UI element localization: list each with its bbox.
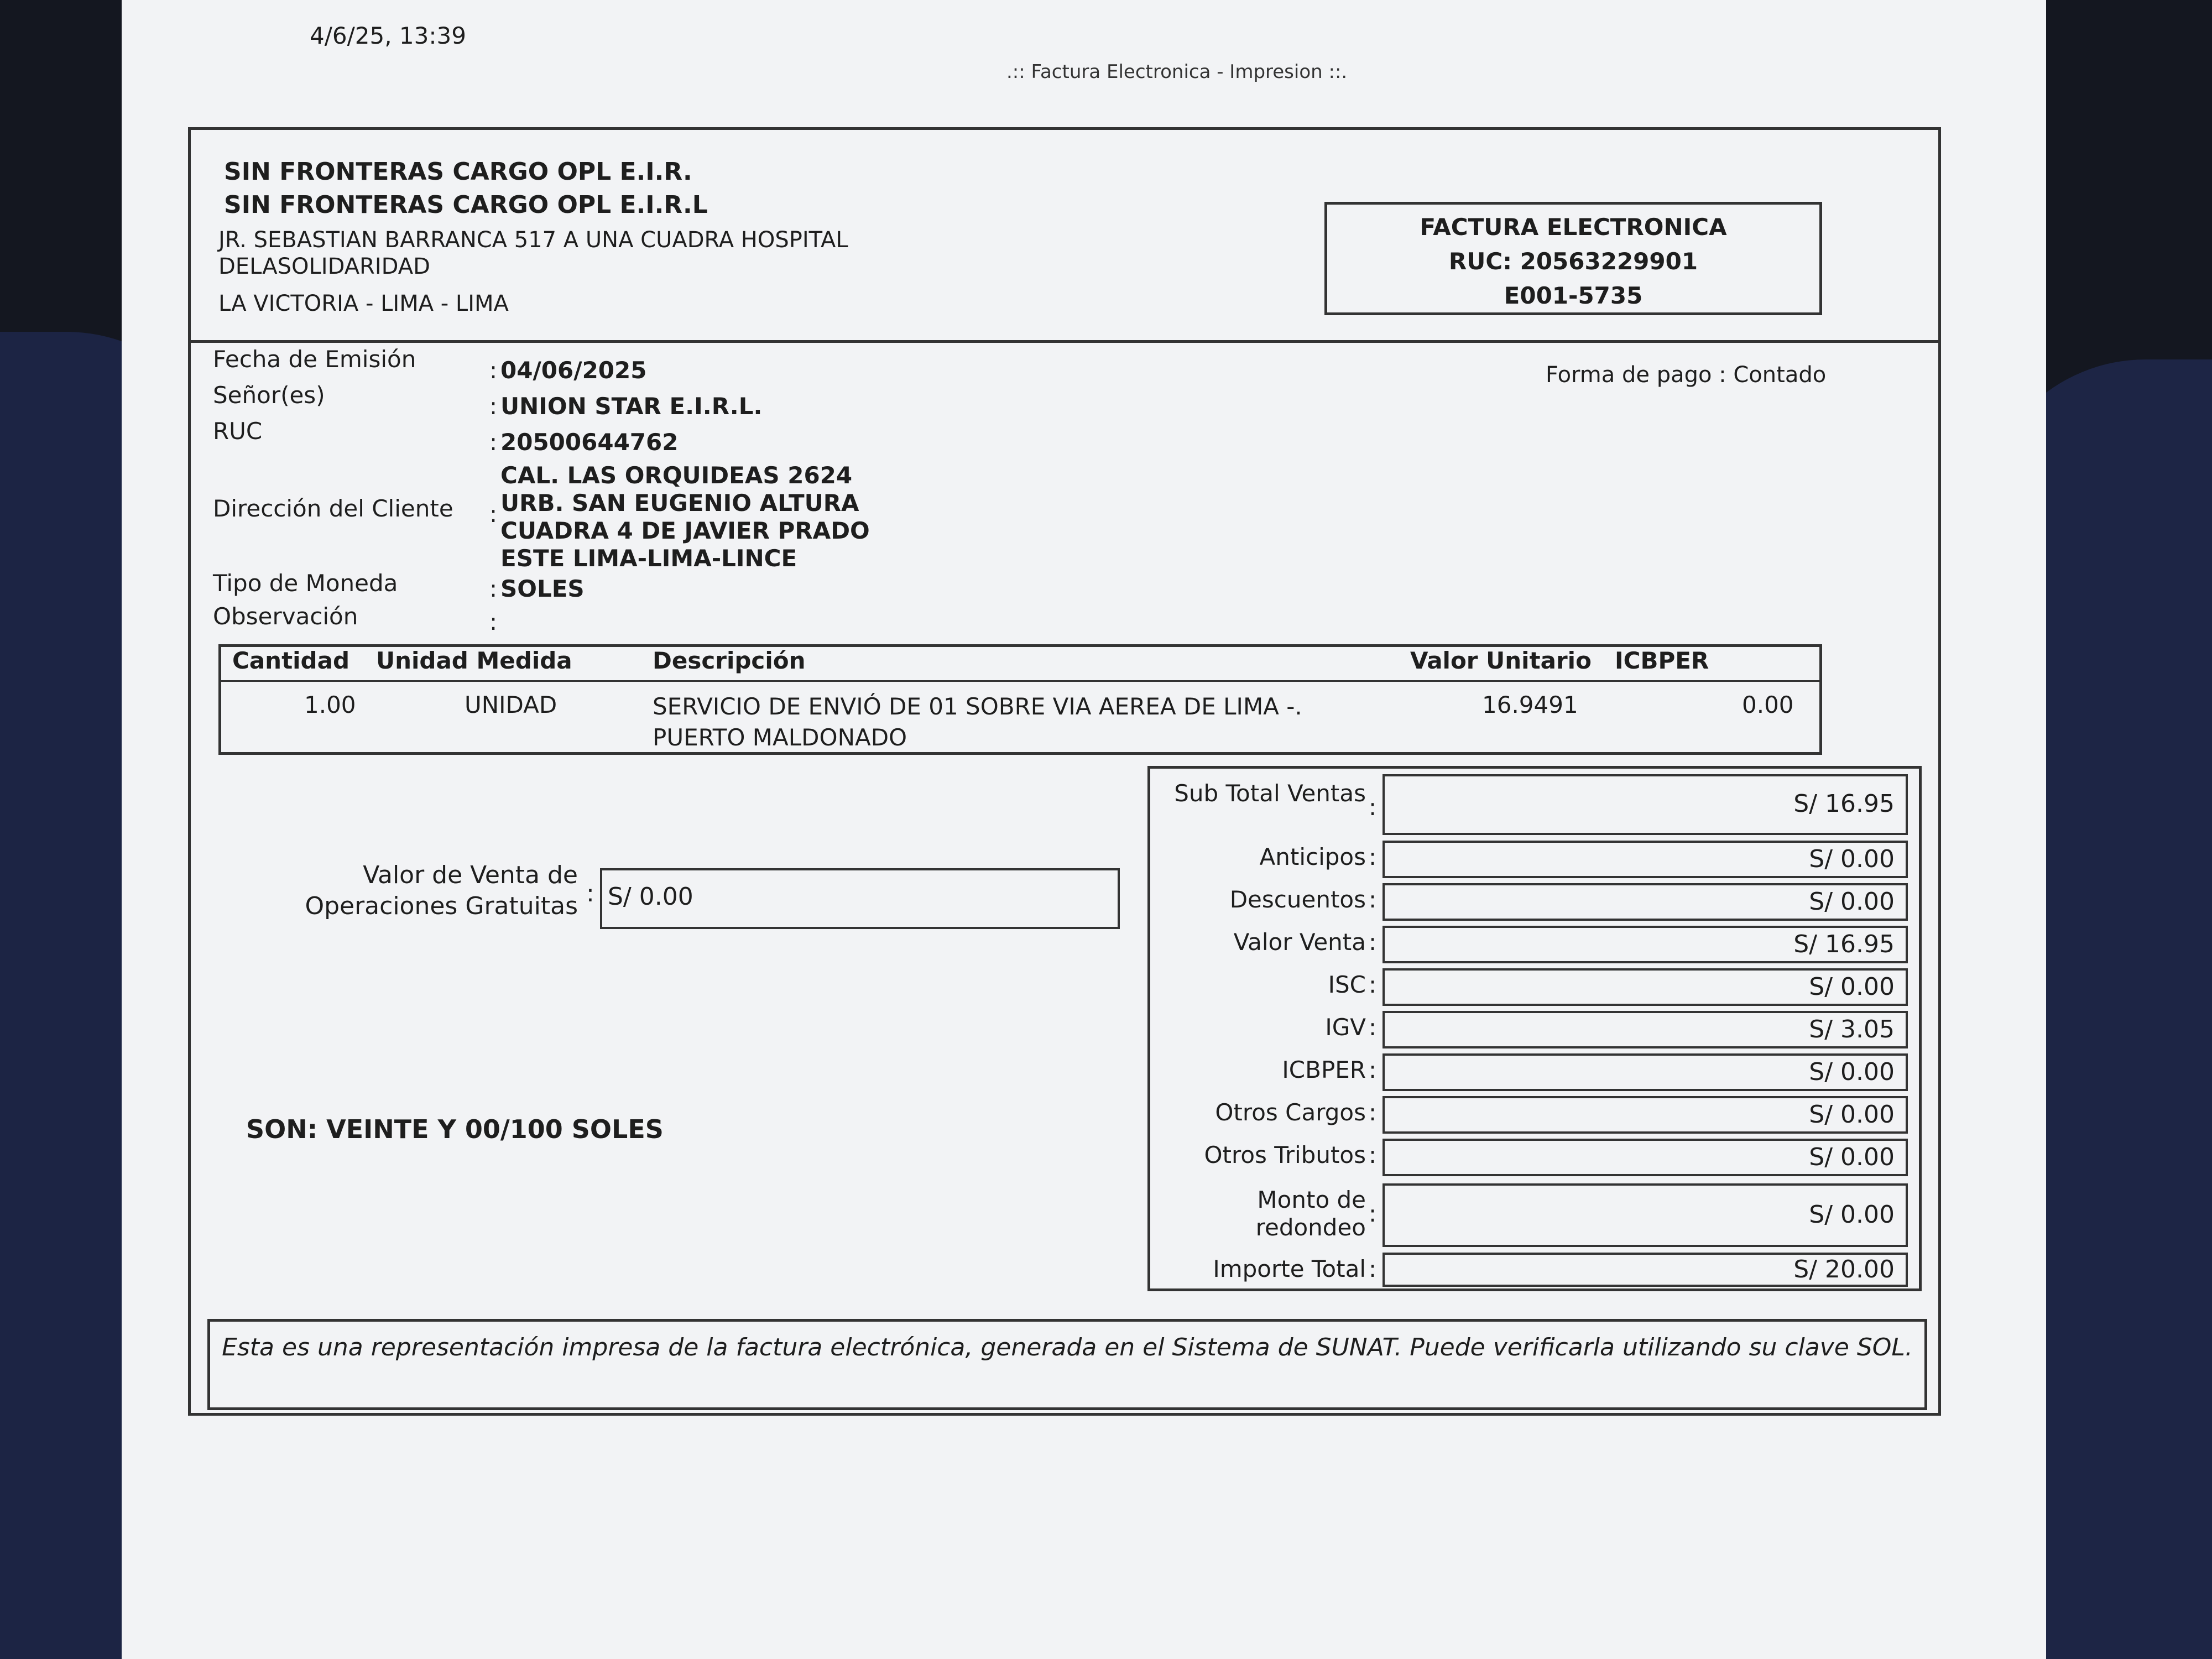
total-label: Importe Total	[1213, 1255, 1366, 1282]
direccion-colon: :	[489, 500, 498, 528]
fecha-colon: :	[489, 357, 498, 384]
invoice-type: FACTURA ELECTRONICA	[1420, 213, 1727, 241]
gratuitas-label	[246, 860, 578, 922]
total-colon: :	[1369, 1014, 1377, 1041]
forma-de-pago: Forma de pago : Contado	[1546, 362, 1827, 388]
total-value: S/ 0.00	[1383, 1183, 1908, 1247]
total-label: ISC	[1328, 971, 1366, 998]
total-value: S/ 0.00	[1383, 1096, 1908, 1134]
col-icbper: ICBPER	[1615, 647, 1709, 674]
moneda-value: SOLES	[500, 575, 585, 602]
total-value: S/ 0.00	[1383, 1053, 1908, 1091]
issuer-name-1: SIN FRONTERAS CARGO OPL E.I.R.	[224, 158, 692, 186]
gratuitas-value: S/ 0.00	[600, 868, 1120, 929]
total-colon: :	[1369, 1141, 1377, 1168]
total-label: Anticipos	[1259, 843, 1366, 870]
direccion-line: URB. SAN EUGENIO ALTURA	[500, 489, 859, 517]
items-table	[218, 644, 1822, 755]
row-descripcion-line: SERVICIO DE ENVIÓ DE 01 SOBRE VIA AEREA DE LIMA -.	[653, 693, 1302, 720]
col-descripcion: Descripción	[653, 647, 806, 674]
total-value: S/ 0.00	[1383, 841, 1908, 878]
total-colon: :	[1369, 794, 1377, 821]
total-colon: :	[1369, 928, 1377, 956]
issuer-name-2: SIN FRONTERAS CARGO OPL E.I.R.L	[224, 191, 708, 219]
direccion-label: Dirección del Cliente	[213, 495, 453, 522]
observacion-label: Observación	[213, 603, 358, 630]
fecha-label: Fecha de Emisión	[213, 346, 416, 373]
totals-panel	[1147, 766, 1922, 1291]
col-cantidad: Cantidad	[232, 647, 350, 674]
total-value: S/ 16.95	[1383, 926, 1908, 963]
senor-colon: :	[489, 393, 498, 420]
total-colon: :	[1369, 971, 1377, 998]
senor-label: Señor(es)	[213, 382, 325, 409]
ruc-label: RUC	[213, 418, 263, 445]
header-divider	[191, 340, 1938, 343]
total-colon: :	[1369, 886, 1377, 913]
issuer-ruc: RUC: 20563229901	[1448, 248, 1698, 275]
gratuitas-label-line: Valor de Venta de	[363, 861, 578, 889]
direccion-line: CAL. LAS ORQUIDEAS 2624	[500, 462, 853, 489]
total-colon: :	[1369, 1200, 1377, 1227]
total-value: S/ 16.95	[1383, 774, 1908, 835]
row-descripcion-line: PUERTO MALDONADO	[653, 724, 907, 751]
total-colon: :	[1369, 843, 1377, 870]
gratuitas-colon: :	[586, 879, 594, 907]
page-header: .:: Factura Electronica - Impresion ::.	[1006, 61, 1348, 83]
fecha-value: 04/06/2025	[500, 357, 647, 384]
total-label: Descuentos	[1229, 886, 1366, 913]
total-label: ICBPER	[1282, 1056, 1366, 1083]
ruc-colon: :	[489, 429, 498, 456]
total-label: Monto de redondeo	[1255, 1186, 1366, 1241]
table-header-divider	[221, 680, 1819, 682]
issuer-address-1: JR. SEBASTIAN BARRANCA 517 A UNA CUADRA HOSPITAL DELASOLIDARIDAD	[218, 227, 848, 279]
total-colon: :	[1369, 1056, 1377, 1083]
moneda-label: Tipo de Moneda	[213, 570, 398, 597]
total-value: S/ 20.00	[1383, 1253, 1908, 1287]
row-descripcion	[653, 691, 1302, 753]
invoice-frame	[188, 127, 1941, 1416]
senor-value: UNION STAR E.I.R.L.	[500, 393, 763, 420]
col-valor-unitario: Valor Unitario	[1410, 647, 1592, 674]
total-value: S/ 0.00	[1383, 968, 1908, 1006]
total-label: Otros Tributos	[1204, 1141, 1366, 1168]
issuer-address-2: LA VICTORIA - LIMA - LIMA	[218, 291, 509, 316]
direccion-value	[500, 462, 870, 572]
sunat-footer-note: Esta es una representación impresa de la factura electrónica, generada en el Sistema de SUNAT. Puede verificarla utilizando su clave SOL.	[207, 1319, 1927, 1410]
amount-in-words: SON: VEINTE Y 00/100 SOLES	[246, 1114, 664, 1144]
direccion-line: CUADRA 4 DE JAVIER PRADO	[500, 517, 870, 544]
total-label: IGV	[1325, 1014, 1366, 1041]
ruc-value: 20500644762	[500, 429, 679, 456]
invoice-id-box	[1324, 202, 1822, 315]
moneda-colon: :	[489, 575, 498, 602]
direccion-line: ESTE LIMA-LIMA-LINCE	[500, 545, 797, 572]
total-label: Sub Total Ventas	[1174, 780, 1366, 807]
total-value: S/ 0.00	[1383, 883, 1908, 921]
row-unidad: UNIDAD	[465, 691, 557, 718]
total-label: Valor Venta	[1233, 928, 1366, 956]
gratuitas-label-line: Operaciones Gratuitas	[305, 892, 578, 920]
total-colon: :	[1369, 1099, 1377, 1126]
observacion-colon: :	[489, 608, 498, 635]
row-valor-unitario: 16.9491	[1482, 691, 1578, 718]
print-timestamp: 4/6/25, 13:39	[310, 22, 466, 49]
col-unidad: Unidad Medida	[376, 647, 572, 674]
total-value: S/ 3.05	[1383, 1011, 1908, 1048]
total-colon: :	[1369, 1255, 1377, 1282]
row-cantidad: 1.00	[304, 691, 356, 718]
row-icbper: 0.00	[1742, 691, 1794, 718]
invoice-number: E001-5735	[1504, 282, 1643, 309]
invoice-sheet	[122, 0, 2046, 1659]
total-label: Otros Cargos	[1215, 1099, 1366, 1126]
total-value: S/ 0.00	[1383, 1139, 1908, 1176]
